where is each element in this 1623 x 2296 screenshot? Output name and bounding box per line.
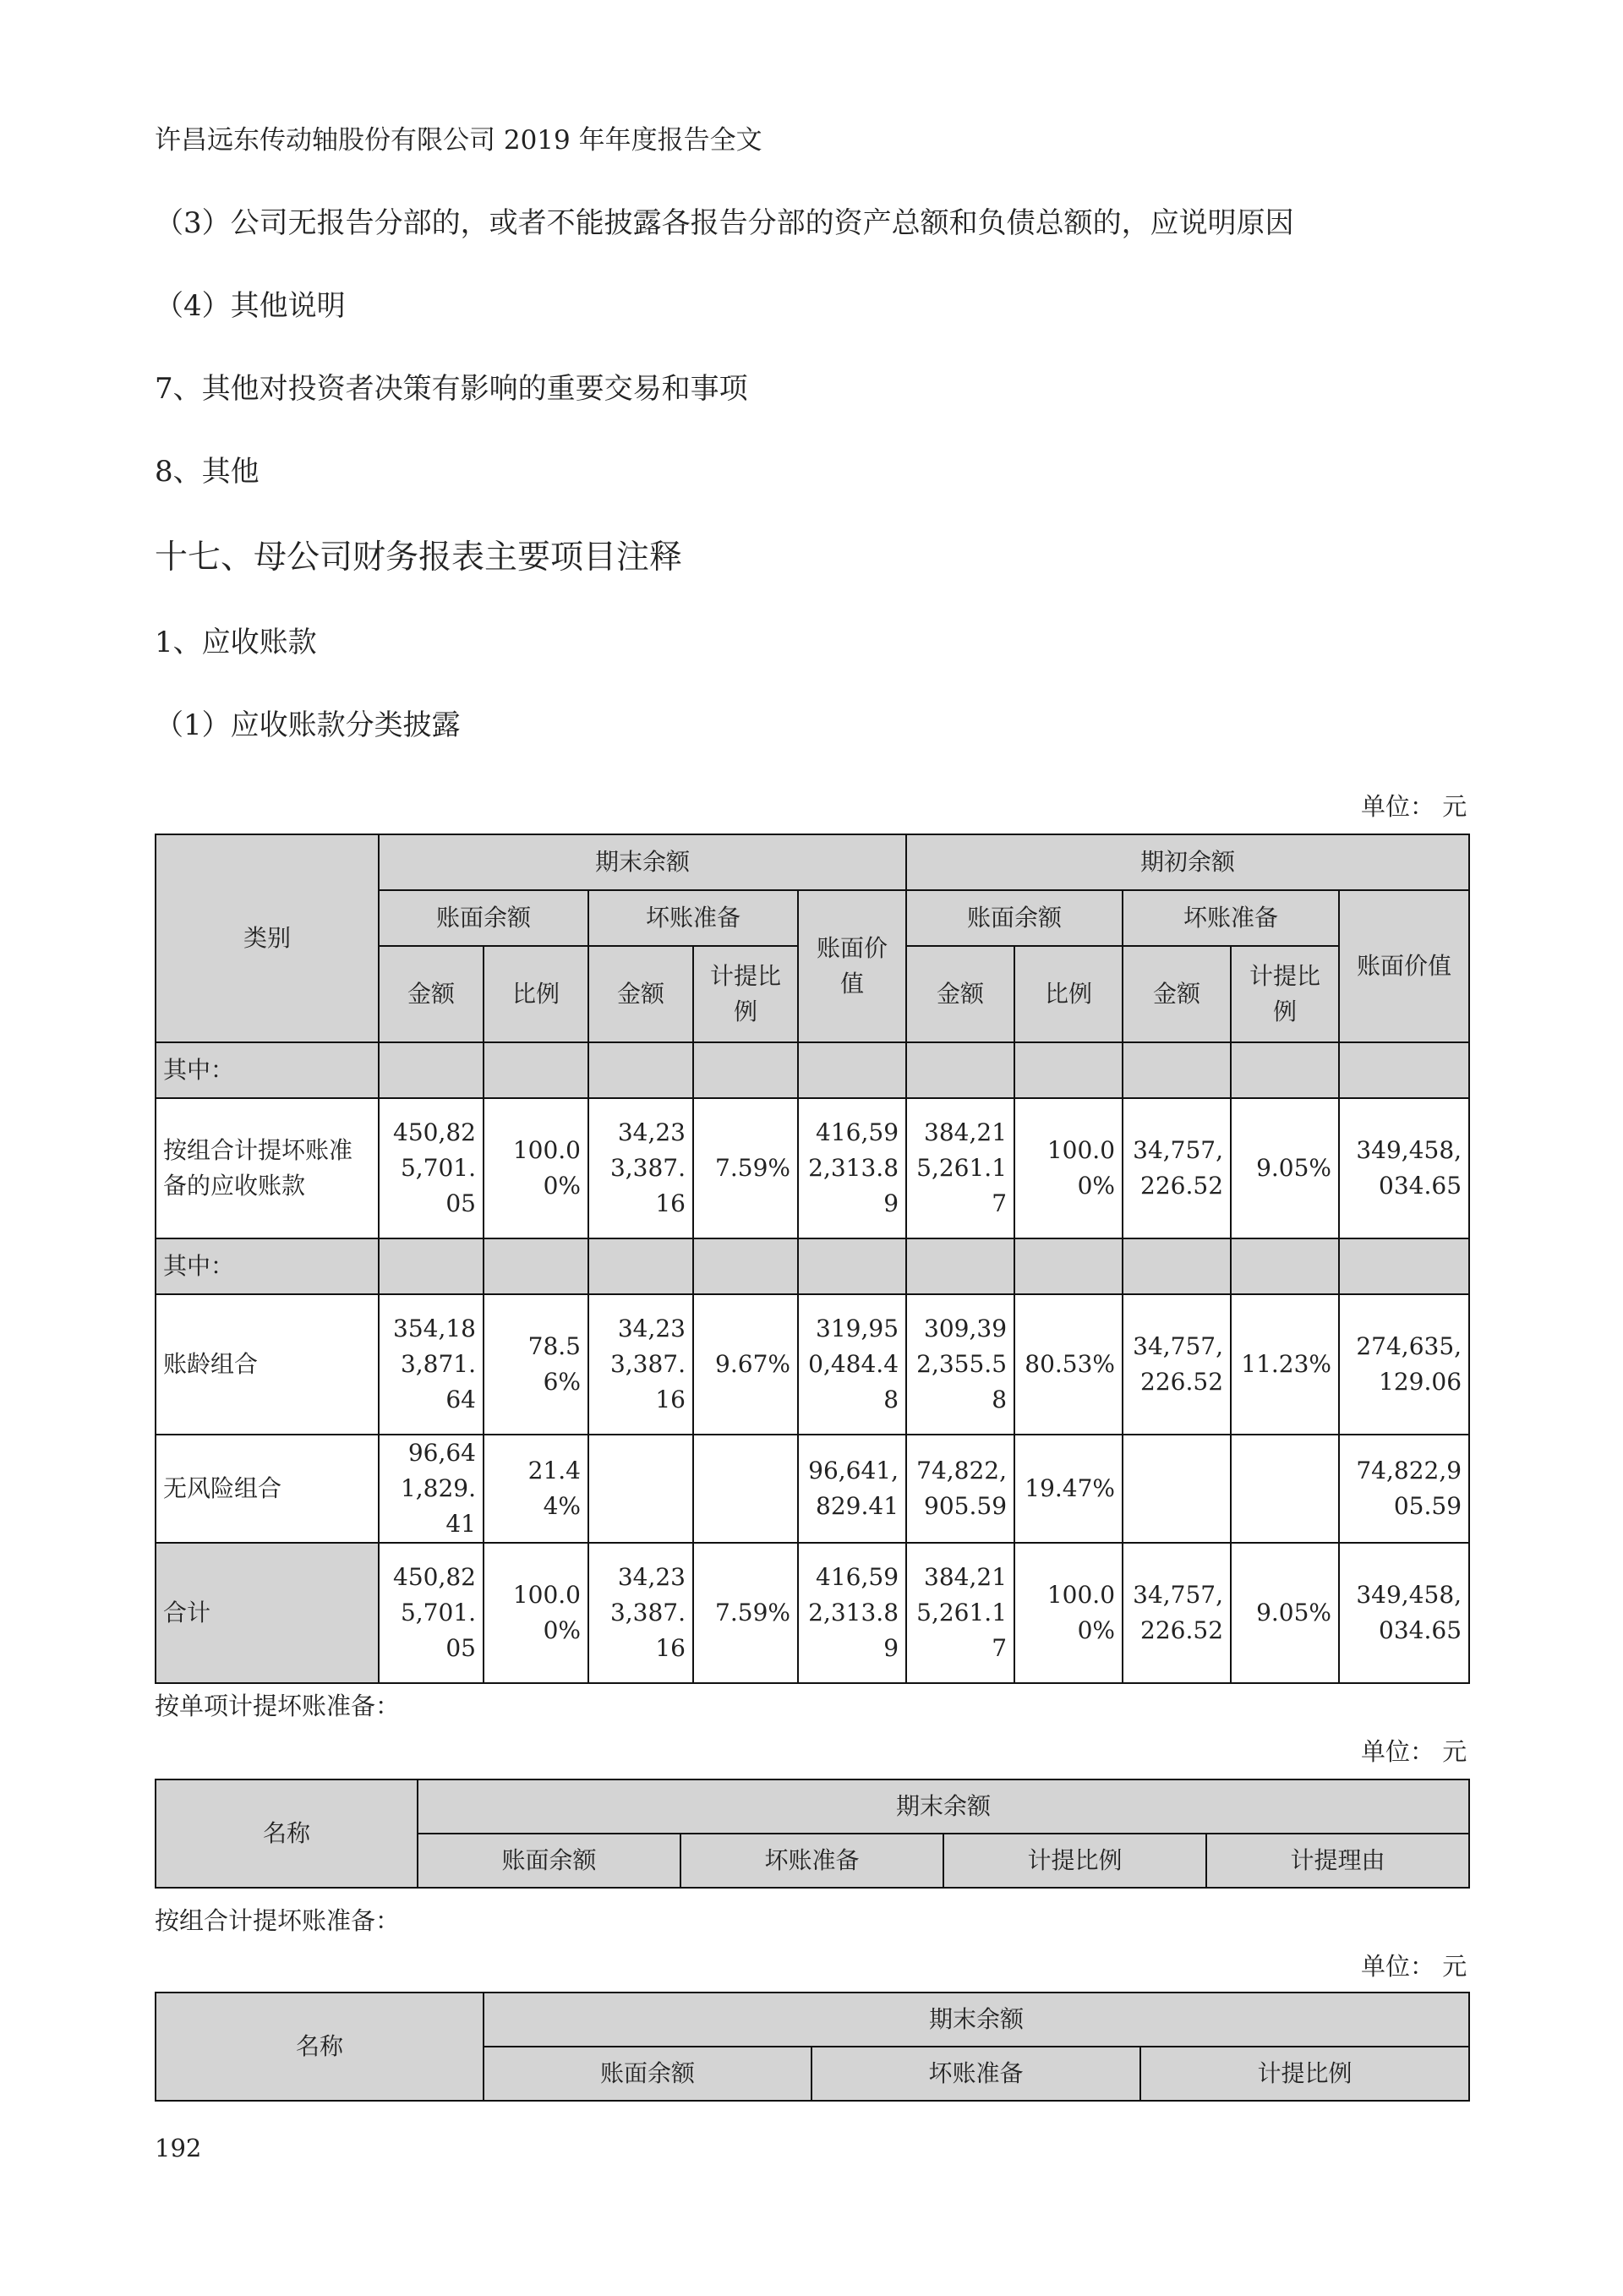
table-cell: 80.53% [1014, 1294, 1123, 1435]
table-cell: 74,822,905.59 [906, 1435, 1014, 1543]
table-cell [588, 1435, 693, 1543]
unit-label-3: 单位： 元 [1361, 1952, 1467, 1981]
table-cell [906, 1238, 1014, 1294]
subsection-1-1-heading: （1）应收账款分类披露 [155, 708, 461, 742]
table-cell: 7.59% [693, 1098, 798, 1238]
t3-header-name: 名称 [156, 1993, 484, 2101]
section-4-heading: （4）其他说明 [155, 289, 346, 323]
table-cell: 100.00% [1014, 1098, 1123, 1238]
table-cell: 74,822,905.59 [1339, 1435, 1469, 1543]
table-cell: 19.47% [1014, 1435, 1123, 1543]
table-cell: 9.67% [693, 1294, 798, 1435]
group-provision-table [155, 1992, 1470, 2102]
t2-header-name: 名称 [156, 1779, 418, 1888]
table-cell: 96,641,829.41 [379, 1435, 484, 1543]
header-end-book-balance: 账面余额 [379, 890, 588, 946]
single-provision-table [155, 1779, 1470, 1889]
row-label: 合计 [156, 1543, 379, 1683]
table-cell [588, 1042, 693, 1098]
subsection-1-heading: 1、应收账款 [155, 626, 317, 659]
table-cell [484, 1238, 588, 1294]
t2-header-period-end: 期末余额 [418, 1779, 1469, 1834]
table-cell [1123, 1238, 1231, 1294]
table-cell: 100.00% [484, 1098, 588, 1238]
table-cell: 354,183,871.64 [379, 1294, 484, 1435]
header-begin-bad-debt-amount: 金额 [1123, 946, 1231, 1042]
section-3-heading: （3）公司无报告分部的，或者不能披露各报告分部的资产总额和负债总额的，应说明原因 [155, 206, 1294, 240]
receivables-classification-table [155, 834, 1470, 1684]
table-cell [906, 1042, 1014, 1098]
table-cell: 7.59% [693, 1543, 798, 1683]
row-subheading-2 [156, 1238, 1469, 1294]
header-begin-book-value: 账面价值 [1339, 890, 1469, 1042]
row-label: 其中： [156, 1042, 379, 1098]
row-label: 账龄组合 [156, 1294, 379, 1435]
row-group-provision [156, 1098, 1469, 1238]
table-cell: 11.23% [1231, 1294, 1339, 1435]
table-cell [1339, 1042, 1469, 1098]
table-cell [484, 1042, 588, 1098]
header-begin-amount: 金额 [906, 946, 1014, 1042]
note-single-provision: 按单项计提坏账准备： [155, 1692, 401, 1720]
table-cell: 349,458,034.65 [1339, 1543, 1469, 1683]
table-cell [1123, 1042, 1231, 1098]
table-cell: 100.00% [484, 1543, 588, 1683]
header-begin-book-balance: 账面余额 [906, 890, 1123, 946]
header-period-end: 期末余额 [379, 834, 906, 890]
row-riskfree-group [156, 1435, 1469, 1543]
header-end-bad-debt-amount: 金额 [588, 946, 693, 1042]
table-cell [379, 1042, 484, 1098]
header-period-begin: 期初余额 [906, 834, 1469, 890]
header-end-amount: 金额 [379, 946, 484, 1042]
table-cell: 319,950,484.48 [798, 1294, 906, 1435]
note-group-provision: 按组合计提坏账准备： [155, 1906, 401, 1935]
t3-header-bad-debt: 坏账准备 [812, 2047, 1140, 2101]
table-cell: 9.05% [1231, 1098, 1339, 1238]
t2-header-provision-ratio: 计提比例 [943, 1834, 1206, 1888]
row-label: 按组合计提坏账准备的应收账款 [156, 1098, 379, 1238]
row-total [156, 1543, 1469, 1683]
table-cell: 34,233,387.16 [588, 1294, 693, 1435]
table-cell: 34,757,226.52 [1123, 1098, 1231, 1238]
header-category: 类别 [156, 834, 379, 1042]
t3-header-book-balance: 账面余额 [484, 2047, 812, 2101]
t2-header-bad-debt: 坏账准备 [680, 1834, 943, 1888]
header-end-ratio: 比例 [484, 946, 588, 1042]
table-cell: 100.00% [1014, 1543, 1123, 1683]
row-aging-group [156, 1294, 1469, 1435]
header-end-provision-ratio: 计提比例 [693, 946, 798, 1042]
unit-label-2: 单位： 元 [1361, 1737, 1467, 1766]
table-cell: 384,215,261.17 [906, 1098, 1014, 1238]
document-header: 许昌远东传动轴股份有限公司 2019 年年度报告全文 [155, 125, 762, 156]
table-cell: 416,592,313.89 [798, 1543, 906, 1683]
t2-header-book-balance: 账面余额 [418, 1834, 680, 1888]
table-cell: 34,233,387.16 [588, 1543, 693, 1683]
section-8-heading: 8、其他 [155, 455, 260, 489]
table-cell: 9.05% [1231, 1543, 1339, 1683]
table-cell: 34,757,226.52 [1123, 1543, 1231, 1683]
header-begin-ratio: 比例 [1014, 946, 1123, 1042]
header-begin-provision-ratio: 计提比例 [1231, 946, 1339, 1042]
chapter-17-heading: 十七、母公司财务报表主要项目注释 [155, 538, 683, 577]
t3-header-provision-ratio: 计提比例 [1140, 2047, 1469, 2101]
table-cell [1231, 1435, 1339, 1543]
row-subheading-1 [156, 1042, 1469, 1098]
page-number: 192 [155, 2134, 202, 2162]
row-label: 其中： [156, 1238, 379, 1294]
table-cell [693, 1238, 798, 1294]
table-cell: 34,757,226.52 [1123, 1294, 1231, 1435]
t2-header-provision-reason: 计提理由 [1206, 1834, 1469, 1888]
table-cell [798, 1238, 906, 1294]
table-cell: 450,825,701.05 [379, 1543, 484, 1683]
t3-header-period-end: 期末余额 [484, 1993, 1469, 2047]
table-cell [1014, 1238, 1123, 1294]
table-cell [1231, 1238, 1339, 1294]
table-cell: 309,392,355.58 [906, 1294, 1014, 1435]
table-cell [1123, 1435, 1231, 1543]
row-label: 无风险组合 [156, 1435, 379, 1543]
table-cell [588, 1238, 693, 1294]
table-cell [379, 1238, 484, 1294]
header-end-book-value: 账面价值 [798, 890, 906, 1042]
header-begin-bad-debt: 坏账准备 [1123, 890, 1339, 946]
table-cell [693, 1042, 798, 1098]
table-cell [1231, 1042, 1339, 1098]
table-cell: 34,233,387.16 [588, 1098, 693, 1238]
table-cell: 96,641,829.41 [798, 1435, 906, 1543]
table-cell [693, 1435, 798, 1543]
table-cell [798, 1042, 906, 1098]
table-cell: 274,635,129.06 [1339, 1294, 1469, 1435]
table-cell [1339, 1238, 1469, 1294]
section-7-heading: 7、其他对投资者决策有影响的重要交易和事项 [155, 372, 748, 406]
table-cell: 384,215,261.17 [906, 1543, 1014, 1683]
table-cell [1014, 1042, 1123, 1098]
table-cell: 78.56% [484, 1294, 588, 1435]
table-cell: 450,825,701.05 [379, 1098, 484, 1238]
table-cell: 349,458,034.65 [1339, 1098, 1469, 1238]
table-cell: 416,592,313.89 [798, 1098, 906, 1238]
unit-label-1: 单位： 元 [1361, 792, 1467, 821]
header-end-bad-debt: 坏账准备 [588, 890, 798, 946]
table-cell: 21.44% [484, 1435, 588, 1543]
